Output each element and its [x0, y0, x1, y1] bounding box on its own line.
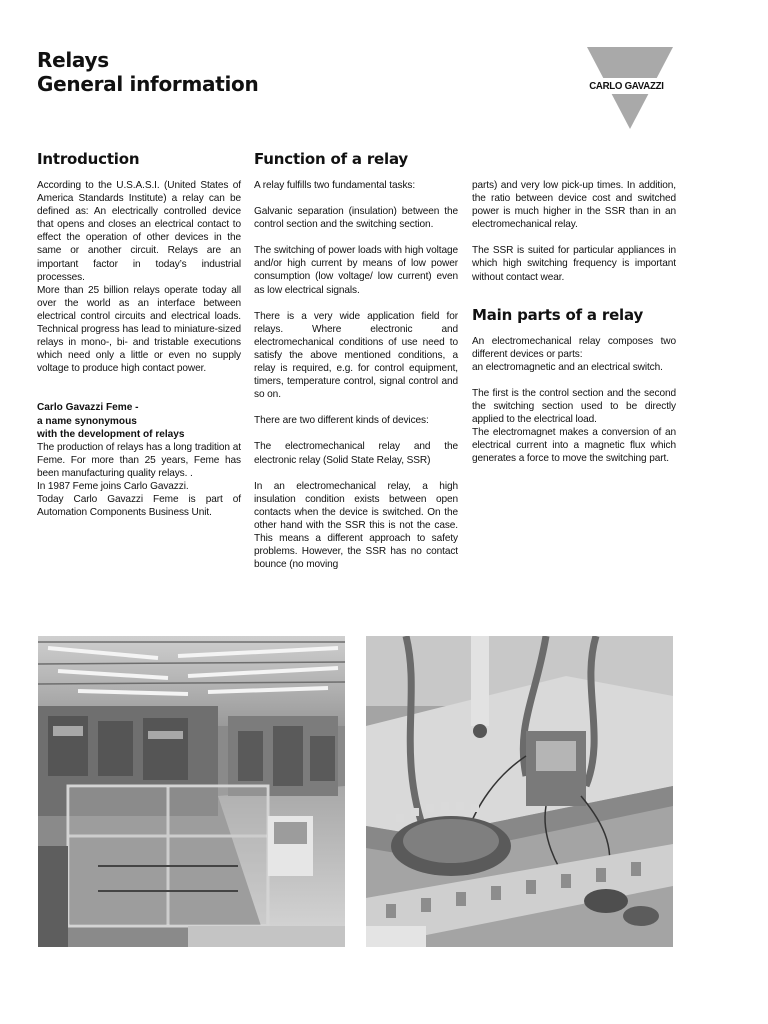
main-parts-column	[472, 179, 676, 466]
function-paragraph-7: In an electromechanical relay, a high insulation condition exists between open contacts when the device is switched. On the other hand with the SSR this is not the case. This means a different approach to safety problems. However, the SSR has no contact bounce (no moving	[254, 480, 458, 571]
assembly-machine-photo	[366, 636, 673, 947]
col3-paragraph-1: parts) and very low pick-up times. In addition, the ratio between device cost and switched power is much higher in the SSR than in an electromechanical relay.	[472, 180, 676, 231]
intro-paragraph-3: The production of relays has a long tradition at Feme. For more than 25 years, Feme has been manufacturing quality relays. .	[37, 441, 241, 479]
main-parts-paragraph-3: The first is the control section and the second the switching section used to be directly applied to the electrical load.	[472, 387, 676, 426]
function-paragraph-2: Galvanic separation (insulation) between the control section and the switching section.	[254, 206, 458, 231]
page-title-line-1: Relays	[37, 48, 109, 72]
page-title	[37, 48, 258, 96]
main-parts-paragraph-1: An electromechanical relay composes two different devices or parts:	[472, 335, 676, 360]
logo-text: CARLO GAVAZZI	[589, 80, 664, 92]
feme-subheading-line-1: Carlo Gavazzi Feme -	[37, 402, 139, 414]
carlo-gavazzi-logo	[585, 47, 675, 129]
function-paragraph-3: The switching of power loads with high voltage and/or high current by means of low power consumption (low voltage/ low current) even as low electrical signals.	[254, 245, 458, 296]
introduction-column	[37, 150, 241, 519]
intro-paragraph-1: According to the U.S.A.S.I. (United States of America Standards Institute) a relay can be defined as: An electrically controlled device that opens and closes an electrical contact to effect the operation of other devices in the same or another circuit. Relays are an important factor in today’s industrial processes.	[37, 180, 241, 283]
feme-subheading	[37, 401, 241, 440]
function-column	[254, 150, 458, 571]
main-parts-paragraph-2: an electromagnetic and an electrical switch.	[472, 361, 663, 373]
main-parts-paragraph-4: The electromagnet makes a conversion of an electrical current into a magnetic flux which generates a force to move the switching part.	[472, 427, 676, 465]
feme-subheading-line-3: with the development of relays	[37, 428, 185, 440]
introduction-heading: Introduction	[37, 150, 140, 168]
intro-paragraph-4: In 1987 Feme joins Carlo Gavazzi.	[37, 480, 189, 492]
function-paragraph-5: There are two different kinds of devices:	[254, 415, 429, 427]
function-paragraph-4: There is a very wide application field for relays. Where electronic and electromechanical conditions of use need to satisfy the above mentioned conditions, a relay is required, e.g. for control equipment, timers, temperature control, signal control and so on.	[254, 310, 458, 401]
main-parts-heading: Main parts of a relay	[472, 305, 644, 324]
feme-subheading-line-2: a name synonymous	[37, 415, 137, 427]
intro-paragraph-5: Today Carlo Gavazzi Feme is part of Automation Components Business Unit.	[37, 494, 241, 519]
function-paragraph-1: A relay fulfills two fundamental tasks:	[254, 180, 416, 191]
factory-floor-photo	[38, 636, 345, 947]
page-title-line-2: General information	[37, 72, 259, 96]
function-paragraph-6: The electromechanical relay and the electronic relay (Solid State Relay, SSR)	[254, 441, 458, 466]
function-heading: Function of a relay	[254, 150, 409, 168]
col3-paragraph-2: The SSR is suited for particular appliances in which high switching frequency is important without contact wear.	[472, 245, 676, 283]
intro-paragraph-2: More than 25 billion relays operate today all over the world as an interface between electrical control circuits and electrical loads. Technical progress has lead to miniature-sized relays in mono-, bi- and tristable executions which need only a little or even no supply voltage to produce high contact power.	[37, 284, 241, 375]
